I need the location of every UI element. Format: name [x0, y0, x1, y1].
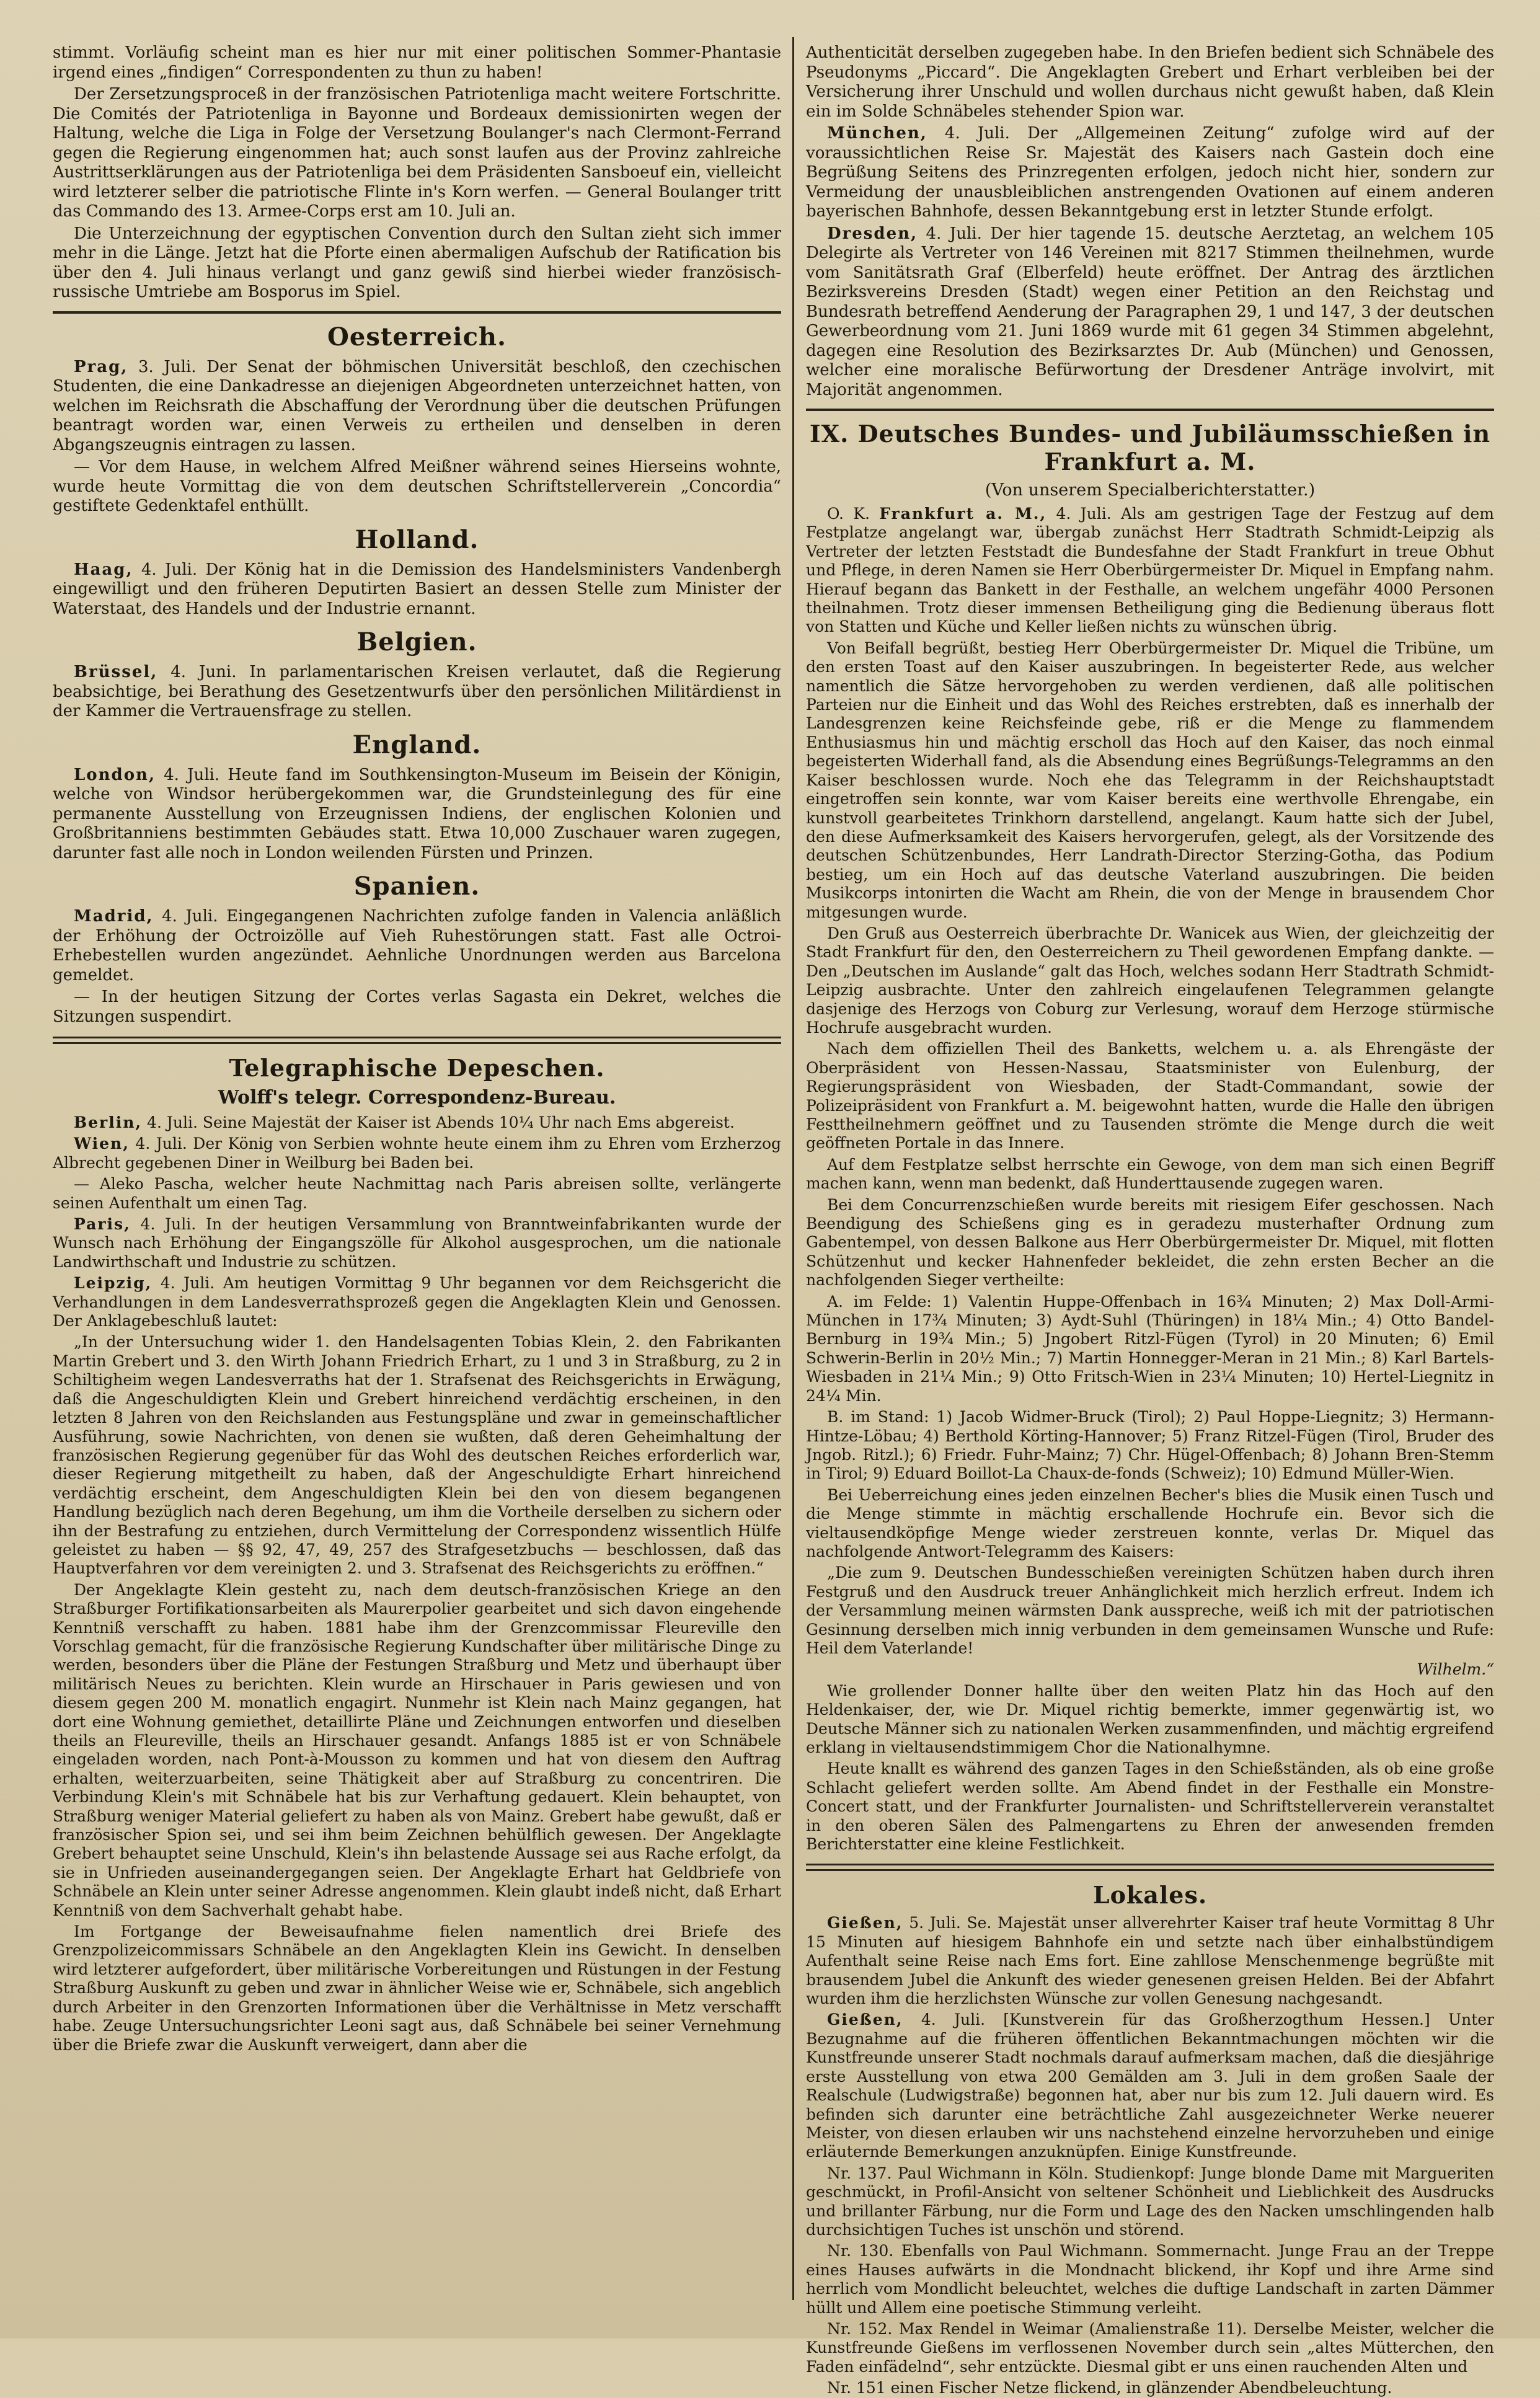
telegram-continuation [806, 43, 1494, 400]
double-rule [53, 1037, 781, 1044]
telegram-item: Im Fortgange der Beweisaufnahme fielen namentlich drei Briefe des Grenzpolizeicommissars Schnäbele an den Angeklagten Klein ins Gewicht. In denselben wird letzterer aufgefordert, über militärische Vorbereitungen und Rüstungen in der Festung Straßburg Auskunft zu geben und zwar in ähnlicher Weise wie er, Schnäbele, sich angeblich durch Arbeiter in den Grenzorten Informationen über die Verhältnisse in Metz verschafft habe. Zeuge Untersuchungsrichter Leoni sagt aus, daß Schnäbele bei seiner Vernehmung über die Briefe zwar die Auskunft verweigert, dann aber die [53, 1922, 781, 2054]
news-item: Prag, 3. Juli. Der Senat der böhmischen Universität beschloß, den czechischen Studenten, die eine Dankadresse an diejenigen Abgeordneten unterzeichnet hatten, von welchen im Reichsrath die Abschaffung der Verordnung über die deutschen Prüfungen beantragt worden war, einen Verweis zu ertheilen und denselben in deren Abgangszeugnis eintragen zu lassen. [53, 357, 781, 454]
local-item: Nr. 130. Ebenfalls von Paul Wichmann. Sommernacht. Junge Frau an der Treppe eines Hauses aufwärts in die Mondnacht blickend, ihr Kopf und ihre Arme sind herrlich vom Mondlicht beleuchtet, welches die duftige Landschaft in zarten Dämmer hüllt und Allem eine poetische Stimmung verleiht. [806, 2242, 1494, 2317]
byline: (Von unserem Specialberichterstatter.) [985, 480, 1316, 500]
winners-field: A. im Felde: 1) Valentin Huppe-Offenbach in 16¾ Minuten; 2) Max Doll-Armi-München in 17¾ Minuten; 3) Aydt-Suhl (Thüringen) in 18¼ Min.; 4) Otto Bandel-Bernburg in 19¾ Min.; 5) Jngobert Ritzl-Fügen (Tyrol) in 20 Minuten; 6) Emil Schwerin-Berlin in 20½ Min.; 7) Martin Honnegger-Meran in 21 Min.; 8) Karl Bartels-Wiesbaden in 21¼ Min.; 9) Otto Fritsch-Wien in 23¼ Minuten; 10) Hertel-Liegnitz in 24¼ Min. [806, 1292, 1494, 1405]
telegram-item: Berlin, 4. Juli. Seine Majestät der Kaiser ist Abends 10¼ Uhr nach Ems abgereist. [74, 1113, 735, 1131]
paragraph: stimmt. Vorläufig scheint man es hier nur mit einer politischen Sommer-Phantasie irgend eines „findigen“ Correspondenten zu thun zu haben! [53, 43, 781, 82]
section-title-schiessen: IX. Deutsches Bundes- und Jubiläumsschießen in Frankfurt a. M. [809, 420, 1491, 476]
dateline: Frankfurt a. M., [879, 505, 1047, 523]
section-title-spanien: Spanien. [353, 872, 480, 901]
report-paragraph: Von Beifall begrüßt, bestieg Herr Oberbürgermeister Dr. Miquel die Tribüne, um den ersten Toast auf den Kaiser auszubringen. In begeisterter Rede, aus welcher namentlich die Sätze hervorgehoben zu werden verdienen, daß alle politischen Parteien nur die Einheit und das Wohl des Reiches erstrebten, daß es innerhalb der Landesgrenzen keine Reichsfeinde gebe, riß er die Menge zu flammendem Enthusiasmus hin und mächtig erscholl das Hoch auf den Kaiser, das noch einmal begeisterten Widerhall fand, als die Absendung eines Begrüßungs-Telegramms an den Kaiser beschlossen wurde. Noch ehe das Telegramm in der Reichshauptstadt eingetroffen sein konnte, war vom Kaiser bereits eine werthvolle Ehrengabe, ein kunstvoll gearbeitetes Trinkhorn darstellend, angelangt. Kaum hatte sich der Jubel, den diese Aufmerksamkeit des Kaisers hervorgerufen, gelegt, als der Vorsitzende des deutschen Schützenbundes, Herr Landrath-Director Sterzing-Gotha, das Podium bestieg, um ein Hoch auf das deutsche Vaterland auszubringen. Die beiden Musikcorps intonirten die Wacht am Rhein, die von der Menge in brausendem Chor mitgesungen wurde. [806, 639, 1494, 921]
telegram-item: Wien, 4. Juli. Der König von Serbien wohnte heute einem ihm zu Ehren vom Erzherzog Albrecht gegebenen Diner in Weilburg bei Baden bei. [53, 1135, 781, 1172]
section-rule [806, 409, 1494, 411]
report-paragraph: Auf dem Festplatze selbst herrschte ein Gewoge, von dem man sich einen Begriff machen kann, wenn man bedenkt, daß Hunderttausende zugegen waren. [806, 1155, 1494, 1193]
news-item: — In der heutigen Sitzung der Cortes verlas Sagasta ein Dekret, welches die Sitzungen suspendirt. [53, 988, 781, 1026]
section-title-belgien: Belgien. [356, 627, 477, 657]
telegram-item: Der Angeklagte Klein gesteht zu, nach dem deutsch-französischen Kriege an den Straßburger Fortifikationsarbeiten als Maurerpolier gearbeitet und sich davon eingehende Kenntniß verschafft zu haben. 1881 habe ihm der Grenzcommissar Fleureville den Vorschlag gemacht, für die französische Regierung Kundschafter über militärische Dinge zu werden, besonders über die Pläne der Festungen Straßburg und Metz und überhaupt über militärisch Neues zu berichten. Klein wurde an Hirschauer in Paris gewiesen und von diesem gegen 200 M. monatlich engagirt. Nunmehr ist Klein nach Mainz gegangen, hat dort eine Wohnung gemiethet, detaillirte Pläne und Zeichnungen entworfen und dieselben theils an Fleureville, theils an Hirschauer gesandt. Anfangs 1885 ist er von Schnäbele eingeladen worden, nach Pont-à-Mousson zu kommen und hat von diesem den Auftrag erhalten, weiterzuarbeiten, seine Thätigkeit aber auf Straßburg zu concentriren. Die Verbindung Klein's mit Schnäbele hat bis zur Verhaftung gedauert. Klein behauptet, von Straßburg weniger Material geliefert zu haben als von Mainz. Grebert habe gewußt, daß er französischer Spion sei, und sei ihm beim Zeichnen behülflich gewesen. Der Angeklagte Grebert behauptet seine Unschuld, Klein's ihn belastende Aussage sei aus Rache erfolgt, da sie in Unfrieden auseinandergegangen seien. Der Angeklagte Erhart hat Geldbriefe von Schnäbele an Klein unter seiner Adresse angenommen. Klein glaubt indeß nicht, daß Erhart Kenntniß von dem Sachverhalt gehabt habe. [53, 1580, 781, 1919]
bureau-line: Wolff's telegr. Correspondenz-Bureau. [218, 1087, 616, 1108]
local-item: Gießen, 5. Juli. Se. Majestät unser allverehrter Kaiser traf heute Vormittag 8 Uhr 15 Minuten auf hiesigem Bahnhofe ein und setzte nach über einhalbstündigem Aufenthalt seine Reise nach Ems fort. Eine zahllose Menschenmenge begrüßte mit brausendem Jubel die Ankunft des wieder genesenen greisen Helden. Bei der Abfahrt wurden ihm die herzlichsten Wünsche zur vollen Genesung nachgesandt. [806, 1914, 1494, 2008]
dateline: Prag, [74, 357, 128, 376]
dateline: London, [74, 765, 156, 784]
report-paragraph: O. K. Frankfurt a. M., 4. Juli. Als am gestrigen Tage der Festzug auf dem Festplatze angelangt war, übergab zunächst Herr Stadtrath Schmidt-Leipzig als Vertreter der letzten Feststadt die Bundesfahne der Stadt Frankfurt in treue Obhut und Pflege, in deren Namen sie Herr Oberbürgermeister Dr. Miquel in Empfang nahm. Hierauf begann das Bankett in der Festhalle, an welchem ungefähr 4000 Personen theilnahmen. Trotz dieser immensen Betheiligung ging die Bedienung überaus flott von Statten und Küche und Keller ließen nichts zu wünschen übrig. [806, 505, 1494, 636]
news-item: Haag, 4. Juli. Der König hat in die Demission des Handelsministers Vandenbergh eingewilligt und den früheren Deputirten Basiert an dessen Stelle zum Minister der Waterstaat, des Handels und der Industrie ernannt. [53, 560, 781, 618]
dateline: Brüssel, [74, 663, 158, 681]
report-paragraph: Nach dem offiziellen Theil des Banketts, welchem u. a. als Ehrengäste der Oberpräsident von Hessen-Nassau, Staatsminister von Eulenburg, der Regierungspräsident von Wiesbaden, der Stadt-Commandant, sowie der Polizeipräsident von Frankfurt a. M. beigewohnt hatten, wurde die Halle den übrigen Festtheilnehmern geöffnet und zu Tausenden strömte die Menge durch die weit geöffneten Portale in das Innere. [806, 1040, 1494, 1153]
news-item: London, 4. Juli. Heute fand im Southkensington-Museum im Beisein der Königin, welche von Windsor herübergekommen war, die Grundsteinlegung des für eine permanente Ausstellung von Erzeugnissen Indiens, der englischen Kolonien und Großbritanniens bestimmten Gebäudes statt. Etwa 10,000 Zuschauer waren zugegen, darunter fast alle noch in London weilenden Fürsten und Prinzen. [53, 765, 781, 862]
winners-stand: B. im Stand: 1) Jacob Widmer-Bruck (Tirol); 2) Paul Hoppe-Liegnitz; 3) Hermann-Hintze-Löbau; 4) Berthold Körting-Hannover; 5) Franz Ritzel-Fügen (Tirol, Bruder des Jngob. Ritzl.); 6) Friedr. Fuhr-Mainz; 7) Chr. Hügel-Offenbach; 8) Johann Bren-Stemm in Tirol; 9) Eduard Boillot-La Chaux-de-fonds (Schweiz); 10) Edmund Müller-Wien. [806, 1408, 1494, 1483]
local-item: Gießen, 4. Juli. [Kunstverein für das Großherzogthum Hessen.] Unter Bezugnahme auf die früheren öffentlichen Bekanntmachungen möchten wir die Kunstfreunde unserer Stadt nochmals darauf aufmerksam machen, daß die diesjährige erste Ausstellung von etwa 200 Gemälden am 3. Juli in dem großen Saale der Realschule (Ludwigstraße) begonnen hat, aber nur bis zum 12. Juli dauern wird. Es befinden sich darunter eine beträchtliche Zahl ausgezeichneter Werke neuerer Meister, von diesen erlauben wir uns nachstehend einzelne hervorzuheben und einige erläuternde Bemerkungen anzuknüpfen. Einige Kunstfreunde. [806, 2011, 1494, 2161]
section-title-england: England. [352, 730, 482, 759]
news-item: — Vor dem Hause, in welchem Alfred Meißner während seines Hierseins wohnte, wurde heute Vormittag die von dem deutschen Schriftstellerverein „Concordia“ gestiftete Gedenktafel enthüllt. [53, 458, 781, 515]
local-item: Nr. 137. Paul Wichmann in Köln. Studienkopf: Junge blonde Dame mit Margueriten geschmückt, in Profil-Ansicht von seltener Schönheit und Lieblichkeit des Ausdrucks und brillanter Färbung, nur die Form und Lage des den Nacken umschlingenden halb durchsichtigen Tuches ist unschön und störend. [806, 2164, 1494, 2239]
column-divider [792, 37, 794, 2300]
telegram-item: Paris, 4. Juli. In der heutigen Versammlung von Branntweinfabrikanten wurde der Wunsch nach Erhöhung der Eingangszölle für Alkohol ausgesprochen, um die nationale Landwirthschaft und Industrie zu schützen. [53, 1215, 781, 1271]
right-column [806, 43, 1494, 2397]
report-paragraph: Heute knallt es während des ganzen Tages in den Schießständen, als ob eine große Schlacht geliefert werden sollte. Am Abend findet in der Festhalle ein Monstre-Concert statt, und der Frankfurter Journalisten- und Schriftstellerverein veranstaltet in den oberen Sälen des Palmengartens zu Ehren der anwesenden fremden Berichterstatter eine kleine Festlichkeit. [806, 1759, 1494, 1854]
report-paragraph: Wie grollender Donner hallte über den weiten Platz hin das Hoch auf den Heldenkaiser, der, wie Dr. Miquel richtig bemerkte, immer gegenwärtig ist, wo Deutsche Männer sich zu nationalen Werken zusammenfinden, und mächtig ergreifend erklang in vieltausendstimmigem Chor die Nationalhymne. [806, 1681, 1494, 1756]
telegram-list [53, 1113, 781, 2055]
paragraph: Die Unterzeichnung der egyptischen Convention durch den Sultan zieht sich immer mehr in die Länge. Jetzt hat die Pforte einen abermaligen Aufschub der Ratification bis über den 4. Juli hinaus verlangt und ganz gewiß sind hierbei wieder französisch-russische Umtriebe am Bosporus im Spiel. [53, 224, 781, 301]
paragraph: Der Zersetzungsproceß in der französischen Patriotenliga macht weitere Fortschritte. Die Comités der Patriotenliga in Bayonne und Bordeaux demissionirten wegen der Haltung, welche die Liga in Folge der Versetzung Boulanger's nach Clermont-Ferrand gegen die Regierung eingenommen hat; auch sonst laufen aus der Provinz zahlreiche Austrittserklärungen aus der Patriotenliga bei dem Präsidenten Sansboeuf ein, vielleicht wird letzterer selber die patriotische Flinte in's Korn werfen. — General Boulanger tritt das Commando des 13. Armee-Corps erst am 10. Juli an. [53, 85, 781, 221]
report-paragraph: Bei Ueberreichung eines jeden einzelnen Becher's blies die Musik einen Tusch und die Menge stimmte in mächtig erschallende Hochrufe ein. Bevor sich die vieltausendköpfige Menge wieder zerstreuen konnte, verlas Dr. Miquel das nachfolgende Antwort-Telegramm des Kaisers: [806, 1485, 1494, 1560]
telegram-signature: Wilhelm.“ [1417, 1660, 1494, 1679]
local-item: Nr. 151 einen Fischer Netze flickend, in glänzender Abendbeleuchtung. [827, 2379, 1392, 2397]
lokales-list [806, 1914, 1494, 2397]
section-title-oesterreich: Oesterreich. [327, 322, 507, 352]
news-item: Brüssel, 4. Juni. In parlamentarischen Kreisen verlautet, daß die Regierung beabsichtige, bei Berathung des Gesetzentwurfs über den persönlichen Militärdienst in der Kammer die Vertrauensfrage zu stellen. [53, 663, 781, 720]
paragraph: Authenticität derselben zugegeben habe. In den Briefen bedient sich Schnäbele des Pseudonyms „Piccard“. Die Angeklagten Grebert und Erhart verbleiben bei der Versicherung ihrer Unschuld und wollen durchaus nicht gewußt haben, daß Klein ein im Solde Schnäbeles stehender Spion war. [806, 43, 1494, 121]
section-title-holland: Holland. [355, 524, 479, 554]
news-item: Madrid, 4. Juli. Eingegangenen Nachrichten zufolge fanden in Valencia anläßlich der Erhöhung der Octroizölle auf Vieh Ruhestörungen statt. Fast alle Octroi-Erhebestellen wurden angezündet. Aehnliche Unordnungen werden aus Barcelona gemeldet. [53, 907, 781, 984]
telegram-quote: „Die zum 9. Deutschen Bundesschießen vereinigten Schützen haben durch ihren Festgruß und den Ausdruck treuer Anhänglichkeit mich herzlich erfreut. Indem ich der Versammlung meinen wärmsten Dank ausspreche, weiß ich mit der patriotischen Gesinnung derselben mich innig verbunden in dem gemeinsamen Wunsche und Rufe: Heil dem Vaterlande! [806, 1564, 1494, 1657]
section-title-lokales: Lokales. [1092, 1881, 1208, 1909]
correspondent-mark: O. K. [827, 505, 870, 523]
section-title-telegraphisch: Telegraphische Depeschen. [229, 1054, 605, 1082]
report-paragraph: Bei dem Concurrenzschießen wurde bereits mit riesigem Eifer geschossen. Nach Beendigung des Schießens ging es in geradezu musterhafter Ordnung zum Gabentempel, von dessen Balkone aus Herr Oberbürgermeister Dr. Miquel, mit flotten Schützenhut und kecker Hahnenfeder bekleidet, die zehn ersten Becher an die nachfolgenden Sieger vertheilte: [806, 1195, 1494, 1290]
telegram-item: — Aleko Pascha, welcher heute Nachmittag nach Paris abreisen sollte, verlängerte seinen Aufenthalt um einen Tag. [53, 1175, 781, 1212]
telegram-item: Leipzig, 4. Juli. Am heutigen Vormittag 9 Uhr begannen vor dem Reichsgericht die Verhandlungen in dem Landesverrathsprozeß gegen die Angeklagten Klein und Genossen. Der Anklagebeschluß lautet: [53, 1274, 781, 1330]
left-column [53, 43, 781, 2294]
dateline: Madrid, [74, 907, 154, 926]
politics-overview [53, 43, 781, 303]
section-rule [53, 311, 781, 314]
telegram-item: „In der Untersuchung wider 1. den Handelsagenten Tobias Klein, 2. den Fabrikanten Martin Grebert und 3. den Wirth Johann Friedrich Erhart, zu 1 und 3 in Straßburg, zu 2 in Schiltigheim wegen Landesverraths hat der 1. Strafsenat des Reichsgerichts in Erwägung, daß die Angeschuldigten Klein und Grebert hinreichend verdächtig erscheinen, in den letzten 8 Jahren von den Reichslanden aus Festungspläne und zwar in gemeinschaftlicher Ausführung, sowie Nachrichten, von denen sie wußten, daß deren Geheimhaltung der französischen Regierung gegenüber für das Wohl des deutschen Reiches erforderlich war, dieser Regierung mitgetheilt zu haben, daß der Angeschuldigte Erhart hinreichend verdächtig erscheint, dem Angeschuldigten Klein bei den von diesem begangenen Handlung bezüglich nach deren Begehung, um ihm die Vortheile derselben zu sichern oder ihn der Bestrafung zu entziehen, durch Vermittelung der Correspondenz wissentlich Hülfe geleistet zu haben — §§ 92, 47, 49, 257 des Strafgesetzbuchs — beschlossen, daß das Hauptverfahren vor dem vereinigten 2. und 3. Strafsenat des Reichsgerichts zu eröffnen.“ [53, 1333, 781, 1578]
telegram-item: München, 4. Juli. Der „Allgemeinen Zeitung“ zufolge wird auf der voraussichtlichen Reise Sr. Majestät des Kaisers nach Gastein doch eine Begrüßung Seitens des Prinzregenten erfolgen, jedoch nicht hier, sondern zur Vermeidung der unausbleiblichen anstrengenden Ovationen auf einem anderen bayerischen Bahnhofe, dessen Bekanntgebung erst in letzter Stunde erfolgt. [806, 124, 1494, 221]
local-item: Nr. 152. Max Rendel in Weimar (Amalienstraße 11). Derselbe Meister, welcher die Kunstfreunde Gießens im verflossenen November durch sein „altes Mütterchen, den Faden einfädelnd“, sehr entzückte. Diesmal gibt er uns einen rauchenden Alten und [806, 2319, 1494, 2376]
double-rule [806, 1864, 1494, 1871]
dateline: Haag, [74, 560, 133, 579]
schiessen-report [806, 505, 1494, 1854]
report-paragraph: Den Gruß aus Oesterreich überbrachte Dr. Wanicek aus Wien, der gleichzeitig der Stadt Frankfurt für den, den Oesterreichern zu Theil gewordenen Empfang dankte. — Den „Deutschen im Auslande“ galt das Hoch, welches sodann Herr Stadtrath Schmidt-Leipzig ausbrachte. Unter den zahlreich eingelaufenen Telegrammen gelangte dasjenige des Herzogs von Coburg zur Verlesung, worauf dem Herzoge stürmische Hochrufe ausgebracht wurden. [806, 924, 1494, 1037]
telegram-item: Dresden, 4. Juli. Der hier tagende 15. deutsche Aerztetag, an welchem 105 Delegirte als Vertreter von 146 Vereinen mit 8217 Stimmen theilnehmen, wurde vom Sanitätsrath Graf (Elberfeld) heute eröffnet. Der Antrag des ärztlichen Bezirksvereins Dresden (Stadt) wegen einer Petition an den Reichstag und Bundesrath betreffend Aenderung der Paragraphen 29, 1 und 147, 3 der deutschen Gewerbeordnung vom 21. Juni 1869 wurde mit 61 gegen 34 Stimmen abgelehnt, dagegen eine Resolution des Bezirksarztes Dr. Aub (München) und Genossen, welcher eine moralische Befürwortung der Dresdener Anträge involvirt, mit Majorität angenommen. [806, 224, 1494, 399]
